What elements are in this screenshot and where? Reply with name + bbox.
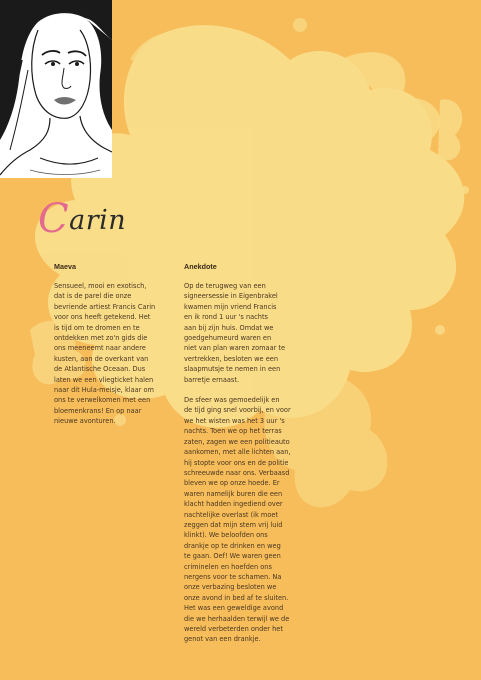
ink-sketch-portrait-icon <box>0 0 112 178</box>
right-column <box>184 262 308 645</box>
left-column <box>54 262 166 427</box>
portrait-illustration <box>0 0 112 178</box>
title-initial: C <box>38 196 70 242</box>
right-column-paragraph-2: De sfeer was gemoedelijk en de tijd ging snel voorbij, en voor we het wisten was het 3 uur 's nachts. Toen we op het terras zaten, zagen we een politieauto aankomen, met alle lichten aan, hij stopte voor ons en de politie schreeuwde naar ons. Verbaasd bleven we op onze hoede. Er waren namelijk buren die een klacht hadden ingediend over nachtelijke overlast (ik moet zeggen dat mijn stem vrij luid klinkt). We beloofden ons drankje op te drinken en weg te gaan. Oef! We waren geen criminelen en hoefden ons nergens voor te schamen. Na onze verbazing besloten we onze avond in bed af te sluiten. Het was een geweldige avond die we herhaalden terwijl we de wereld verbeterden onder het genot van een drankje. <box>184 396 291 644</box>
right-column-paragraph-1: Op de terugweg van een signeersessie in Eigenbrakel kwamen mijn vriend Francis en ik rond 1 uur 's nachts aan bij zijn huis. Omdat we goedgehumeurd waren en niet van plan waren zomaar te vertrekken, besloten we een slaapmutsje te nemen in een barretje ernaast. <box>184 282 286 384</box>
title-rest: arin <box>69 205 127 236</box>
left-column-heading: Maeva <box>54 262 76 271</box>
right-column-heading: Anekdote <box>184 262 217 271</box>
page-title <box>38 196 127 242</box>
left-column-paragraph: Sensueel, mooi en exotisch, dat is de parel die onze bevriende artiest Francis Carin voor ons heeft getekend. Het is tijd om te dromen en te ontdekken met zo'n gids die ons meeneemt naar andere kusten, aan de overkant van de Atlantische Oceaan. Dus laten we een vliegticket halen naar dit Hula-meisje, klaar om ons te verwelkomen met een bloemenkrans! En op naar nieuwe avonturen. <box>54 282 156 426</box>
